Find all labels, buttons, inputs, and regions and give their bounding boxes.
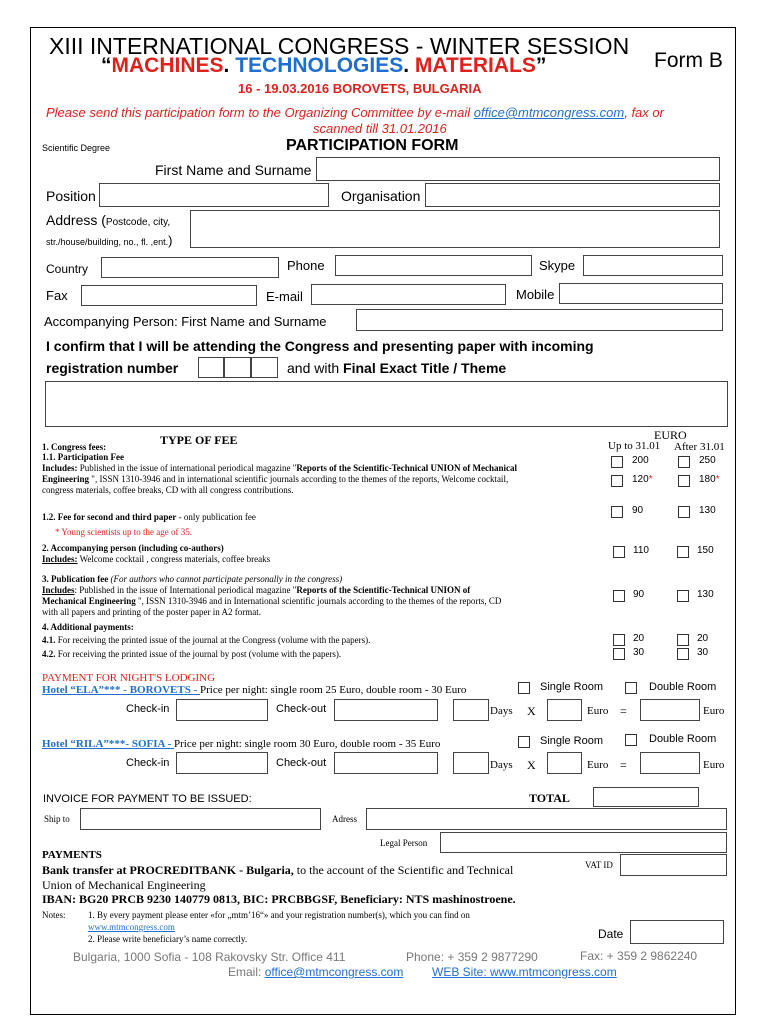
ela-double-label: Double Room xyxy=(649,681,717,693)
fee-journal-congress-late: 20 xyxy=(697,633,709,644)
participation-fee-includes-3: congress materials, coffee breaks, CD with all congress contributions. xyxy=(42,485,294,495)
accompanying-fee-includes: Includes: Welcome cocktail , congress materials, coffee breaks xyxy=(42,554,271,564)
footer-fax: Fax: + 359 2 9862240 xyxy=(580,949,698,963)
publication-fee-includes: Includes: Published in the issue of International periodical magazine "Reports of the Scientific-Technical UNION of xyxy=(42,585,471,595)
rila-checkout-label: Check-out xyxy=(276,757,327,769)
instructions-line2: scanned till 31.01.2016 xyxy=(313,121,447,136)
office-email-link[interactable]: office@mtmcongress.com xyxy=(473,105,625,120)
fee-accompanying-late-checkbox[interactable] xyxy=(677,546,689,558)
bank-transfer-info: Bank transfer at PROCREDITBANK - Bulgaria, to the account of the Scientific and Technical xyxy=(42,863,514,877)
fee-journal-post-early: 30 xyxy=(633,647,645,658)
fee-journal-congress-late-checkbox[interactable] xyxy=(677,634,689,646)
total-label: TOTAL xyxy=(529,791,570,805)
email-label: E-mail xyxy=(266,289,303,304)
journal-at-congress: 4.1. For receiving the printed issue of the journal at the Congress (volume with the papers). xyxy=(42,635,371,645)
col-after: After 31.01 xyxy=(674,441,725,453)
accompanying-label: Accompanying Person: First Name and Surname xyxy=(44,314,327,329)
ela-total-euro: Euro xyxy=(703,705,725,717)
position-label: Position xyxy=(46,188,96,204)
fee-accompanying-late: 150 xyxy=(697,545,714,556)
fee-second-paper-late-checkbox[interactable] xyxy=(678,506,690,518)
hotel-rila: Hotel “RILA”***- SOFIA - Price per night: single room 30 Euro, double room - 35 Euro xyxy=(42,738,441,750)
rila-days-input[interactable] xyxy=(453,752,489,774)
phone-label: Phone xyxy=(287,258,325,273)
rila-double-label: Double Room xyxy=(649,733,717,745)
additional-payments-heading: 4. Additional payments: xyxy=(42,622,134,632)
congress-fees-heading: 1. Congress fees: xyxy=(42,442,107,452)
registration-number-label: registration number xyxy=(46,360,179,376)
footer-email-link[interactable]: office@mtmcongress.com xyxy=(264,965,404,979)
fax-label: Fax xyxy=(46,288,68,303)
fee-accompanying-early-checkbox[interactable] xyxy=(613,546,625,558)
rila-rate-input[interactable] xyxy=(547,752,582,774)
adress-input[interactable] xyxy=(366,808,727,830)
participation-fee-includes-2: Engineering ", ISSN 1310-3946 and in international scientific journals according to the themes of the reports, Welcome cocktail, xyxy=(42,474,509,484)
footer-website-link[interactable]: WEB Site: www.mtmcongress.com xyxy=(432,965,617,979)
rila-checkin-input[interactable] xyxy=(176,752,268,774)
reg-number-digit-3[interactable] xyxy=(251,357,278,378)
ela-single-checkbox[interactable] xyxy=(518,682,530,694)
ela-checkin-input[interactable] xyxy=(176,699,268,721)
ela-multiply: X xyxy=(527,704,536,718)
ship-to-label: Ship to xyxy=(44,814,70,824)
total-input[interactable] xyxy=(593,787,699,807)
ship-to-input[interactable] xyxy=(80,808,321,830)
ela-rate-input[interactable] xyxy=(547,699,582,721)
skype-input[interactable] xyxy=(583,255,723,276)
hotel-ela-link[interactable]: Hotel “ELA”*** - BOROVETS - xyxy=(42,684,200,696)
adress-label: Adress xyxy=(332,814,357,824)
rila-checkout-input[interactable] xyxy=(334,752,438,774)
mobile-label: Mobile xyxy=(516,287,555,302)
fee-second-paper-early: 90 xyxy=(632,505,644,516)
col-up-to: Up to 31.01 xyxy=(608,440,661,452)
rila-equals: = xyxy=(620,758,627,772)
fax-input[interactable] xyxy=(81,285,257,306)
fee-participation-late-checkbox[interactable] xyxy=(678,456,690,468)
instructions-line1: Please send this participation form to the Organizing Committee by e-mail office@mtmcongress.com, fax or xyxy=(46,105,664,120)
fee-publication-early: 90 xyxy=(633,589,645,600)
fee-young-early: 120* xyxy=(632,474,653,485)
footer-phone: Phone: + 359 2 9877290 xyxy=(406,950,538,964)
form-label: Form B xyxy=(654,49,723,72)
position-input[interactable] xyxy=(99,183,329,207)
vat-id-input[interactable] xyxy=(620,854,727,876)
ela-single-label: Single Room xyxy=(540,681,603,693)
fee-publication-early-checkbox[interactable] xyxy=(613,590,625,602)
congress-motto: “MACHINES. TECHNOLOGIES. MATERIALS” xyxy=(101,54,547,77)
publication-fee-includes-2: Mechanical Engineering ", ISSN 1310-3946 and in International scientific journals according to the themes of the reports, CD xyxy=(42,596,502,606)
lodging-heading: PAYMENT FOR NIGHT'S LODGING xyxy=(42,672,216,684)
accompanying-fee-heading: 2. Accompanying person (including co-authors) xyxy=(42,543,224,553)
publication-fee-heading: 3. Publication fee (For authors who cannot participate personally in the congress) xyxy=(42,574,343,584)
country-label: Country xyxy=(46,262,89,276)
fee-journal-post-early-checkbox[interactable] xyxy=(613,648,625,660)
note-2: 2. Please write beneficiary’s name correctly. xyxy=(88,934,248,944)
participation-fee-includes: Includes: Published in the issue of international periodical magazine "Reports of the Scientific-Technical UNION of Mechanical xyxy=(42,463,518,473)
address-input[interactable] xyxy=(190,210,720,248)
ela-double-checkbox[interactable] xyxy=(625,682,637,694)
organisation-label: Organisation xyxy=(341,188,421,204)
ela-checkout-input[interactable] xyxy=(334,699,438,721)
country-input[interactable] xyxy=(101,257,279,278)
first-name-input[interactable] xyxy=(316,157,720,181)
second-paper-fee: 1.2. Fee for second and third paper - only publication fee xyxy=(42,512,256,522)
rila-checkin-label: Check-in xyxy=(126,757,170,769)
note-1: 1. By every payment please enter «for „mtm’16“» and your registration number(s), which you can find on xyxy=(88,910,470,920)
rila-double-checkbox[interactable] xyxy=(625,734,637,746)
date-input[interactable] xyxy=(630,920,724,944)
fee-participation-early-checkbox[interactable] xyxy=(611,456,623,468)
fee-journal-post-late-checkbox[interactable] xyxy=(677,648,689,660)
fee-journal-congress-early-checkbox[interactable] xyxy=(613,634,625,646)
notes-label: Notes: xyxy=(42,910,66,920)
fee-journal-congress-early: 20 xyxy=(633,633,645,644)
phone-input[interactable] xyxy=(335,255,532,276)
address-label: Address (Postcode, city, xyxy=(46,212,171,228)
ela-checkin-label: Check-in xyxy=(126,703,170,715)
fee-publication-late-checkbox[interactable] xyxy=(677,590,689,602)
journal-by-post: 4.2. For receiving the printed issue of the journal by post (volume with the papers). xyxy=(42,649,342,659)
ela-equals: = xyxy=(620,704,627,718)
payments-heading: PAYMENTS xyxy=(42,849,102,861)
currency-label: EURO xyxy=(654,428,687,442)
fee-young-early-checkbox[interactable] xyxy=(611,475,623,487)
scientific-degree-label: Scientific Degree xyxy=(42,143,111,153)
address-hint: str./house/building, no., fl. ,ent.) xyxy=(46,233,173,248)
organisation-input[interactable] xyxy=(425,183,720,207)
fee-participation-early: 200 xyxy=(632,455,649,466)
final-title-label: and with Final Exact Title / Theme xyxy=(287,360,507,376)
hotel-rila-link[interactable]: Hotel “RILA”***- SOFIA - xyxy=(42,738,174,750)
young-scientists-note: * Young scientists up to the age of 35. xyxy=(55,527,192,537)
ela-days-input[interactable] xyxy=(453,699,489,721)
vat-id-label: VAT ID xyxy=(585,860,613,870)
fee-journal-post-late: 30 xyxy=(697,647,709,658)
ela-euro-label: Euro xyxy=(587,705,609,717)
reg-number-digit-1[interactable] xyxy=(198,357,224,378)
participation-fee-heading: 1.1. Participation Fee xyxy=(42,452,124,462)
rila-multiply: X xyxy=(527,758,536,772)
ela-total-input[interactable] xyxy=(640,699,700,721)
title-theme-input[interactable] xyxy=(45,381,728,427)
fee-publication-late: 130 xyxy=(697,589,714,600)
rila-single-label: Single Room xyxy=(540,735,603,747)
rila-total-euro: Euro xyxy=(703,759,725,771)
confirm-line1: I confirm that I will be attending the Congress and presenting paper with incoming xyxy=(46,338,594,354)
skype-label: Skype xyxy=(539,258,576,273)
iban-info: IBAN: BG20 PRCB 9230 140779 0813, BIC: PRCBBGSF, Beneficiary: NTS mashinostroene. xyxy=(42,892,516,906)
form-title: PARTICIPATION FORM xyxy=(286,137,459,154)
email-input[interactable] xyxy=(311,284,506,305)
fee-young-late: 180* xyxy=(699,474,720,485)
congress-title: XIII INTERNATIONAL CONGRESS - WINTER SESSION xyxy=(49,33,630,59)
bank-union-name: Union of Mechanical Engineering xyxy=(42,878,206,892)
fee-accompanying-early: 110 xyxy=(633,545,649,556)
legal-person-input[interactable] xyxy=(440,832,727,853)
reg-number-digit-2[interactable] xyxy=(224,357,251,378)
dates-place: 16 - 19.03.2016 BOROVETS, BULGARIA xyxy=(238,81,482,96)
date-label: Date xyxy=(598,927,624,941)
rila-total-input[interactable] xyxy=(640,752,700,774)
legal-person-label: Legal Person xyxy=(380,838,428,848)
fee-young-late-checkbox[interactable] xyxy=(678,475,690,487)
rila-single-checkbox[interactable] xyxy=(518,736,530,748)
rila-euro-label: Euro xyxy=(587,759,609,771)
ela-days-label: Days xyxy=(490,705,513,717)
accompanying-input[interactable] xyxy=(356,309,723,331)
fee-second-paper-early-checkbox[interactable] xyxy=(611,506,623,518)
mobile-input[interactable] xyxy=(559,283,723,304)
fee-participation-late: 250 xyxy=(699,455,716,466)
hotel-ela: Hotel “ELA”*** - BOROVETS - Price per night: single room 25 Euro, double room - 30 Euro xyxy=(42,684,467,696)
ela-checkout-label: Check-out xyxy=(276,703,327,715)
website-link[interactable]: www.mtmcongress.com xyxy=(88,922,175,932)
rila-days-label: Days xyxy=(490,759,513,771)
first-name-label: First Name and Surname xyxy=(155,162,312,178)
type-of-fee-heading: TYPE OF FEE xyxy=(160,433,238,447)
invoice-label: INVOICE FOR PAYMENT TO BE ISSUED: xyxy=(43,793,252,805)
publication-fee-includes-3: with all papers and printing of the poster paper in A2 format. xyxy=(42,607,261,617)
fee-second-paper-late: 130 xyxy=(699,505,716,516)
footer-address: Bulgaria, 1000 Sofia - 108 Rakovsky Str. Office 411 xyxy=(73,950,346,964)
footer-email: Email: office@mtmcongress.com xyxy=(228,965,404,979)
